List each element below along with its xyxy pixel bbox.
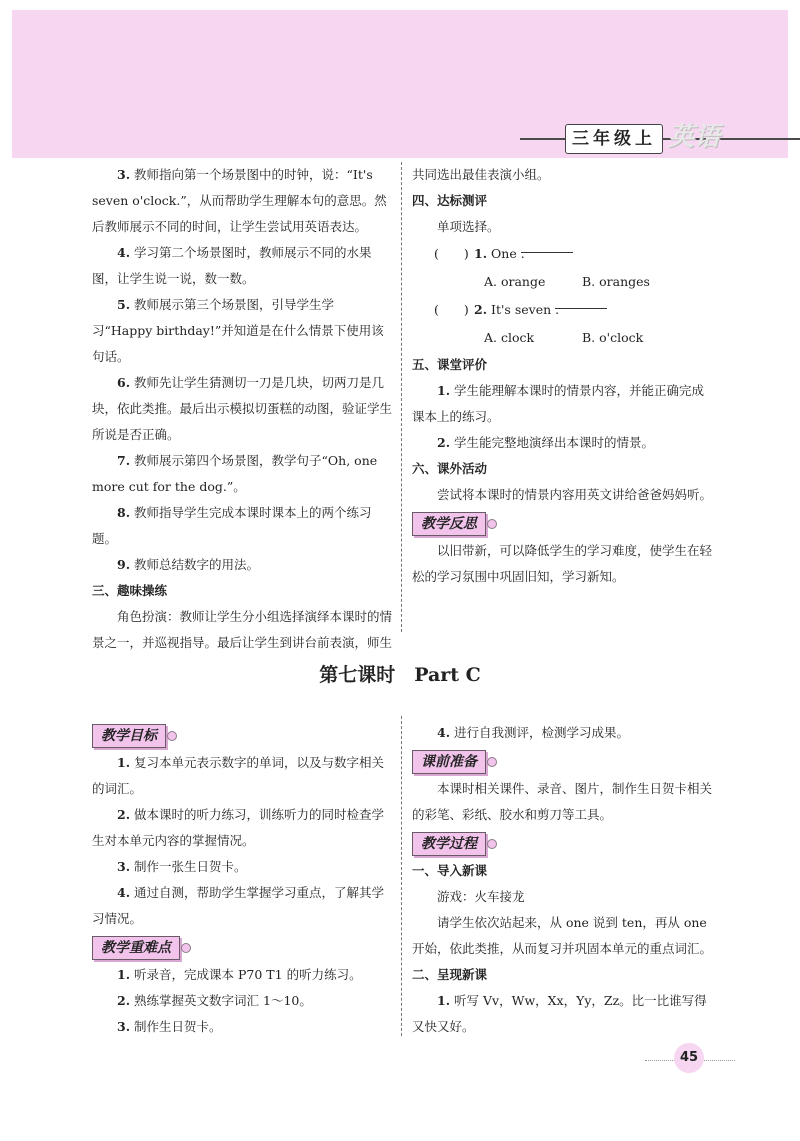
paragraph: 5. 教师展示第三个场景图，引导学生学习“Happy birthday!”并知道是在什么情景下使用该句话。 bbox=[92, 297, 384, 364]
paragraph: 单项选择。 bbox=[437, 219, 500, 234]
paragraph: 4. 通过自测，帮助学生掌握学习重点，了解其学习情况。 bbox=[92, 885, 385, 926]
question-2 bbox=[412, 296, 712, 324]
bottom-right-column bbox=[412, 720, 712, 1040]
question-1 bbox=[412, 240, 712, 268]
top-right-column bbox=[412, 162, 712, 590]
section-heading: 二、呈现新课 bbox=[412, 967, 488, 982]
section-heading: 一、导入新课 bbox=[412, 863, 488, 878]
bottom-left-column bbox=[92, 720, 392, 1040]
question-stem: 2. It's seven . bbox=[474, 296, 559, 324]
section-heading: 三、趣味操练 bbox=[92, 583, 168, 598]
paragraph: 本课时相关课件、录音、图片，制作生日贺卡相关的彩笔、彩纸、胶水和剪刀等工具。 bbox=[412, 781, 713, 822]
paragraph: 1. 学生能理解本课时的情景内容，并能正确完成课本上的练习。 bbox=[412, 383, 705, 424]
reflection-tag: 教学反思 bbox=[412, 512, 486, 536]
paragraph: 3. 制作一张生日贺卡。 bbox=[117, 859, 247, 874]
prep-tag: 课前准备 bbox=[412, 750, 486, 774]
section-heading: 六、课外活动 bbox=[412, 461, 488, 476]
question-2-options bbox=[412, 324, 712, 352]
column-divider-bottom bbox=[401, 716, 402, 1036]
answer-blank bbox=[521, 240, 573, 253]
lesson-title: 第七课时 Part C bbox=[319, 664, 481, 686]
option-b: B. o'clock bbox=[582, 330, 644, 345]
paragraph: 9. 教师总结数字的用法。 bbox=[117, 557, 260, 572]
subject-logo: 英语 bbox=[668, 122, 721, 152]
paragraph: 1. 听录音，完成课本 P70 T1 的听力练习。 bbox=[117, 967, 362, 982]
goals-tag: 教学目标 bbox=[92, 724, 166, 748]
question-stem: 1. One . bbox=[474, 240, 525, 268]
paragraph: 尝试将本课时的情景内容用英文讲给爸爸妈妈听。 bbox=[437, 487, 713, 502]
answer-bracket: ( ) bbox=[434, 246, 469, 261]
paragraph: 8. 教师指导学生完成本课时课本上的两个练习题。 bbox=[92, 505, 372, 546]
paragraph: 以旧带新，可以降低学生的学习难度，使学生在轻松的学习氛围中巩固旧知，学习新知。 bbox=[412, 543, 713, 584]
paragraph: 4. 进行自我测评，检测学习成果。 bbox=[437, 725, 630, 740]
paragraph: 3. 制作生日贺卡。 bbox=[117, 1019, 222, 1034]
paragraph: 2. 做本课时的听力练习，训练听力的同时检查学生对本单元内容的掌握情况。 bbox=[92, 807, 385, 848]
paragraph: 3. 教师指向第一个场景图中的时钟，说：“It's seven o'clock.”，从而帮助学生理解本句的意思。然后教师展示不同的时间，让学生尝试用英语表达。 bbox=[92, 167, 387, 234]
section-heading: 四、达标测评 bbox=[412, 193, 488, 208]
page-number: 45 bbox=[674, 1043, 704, 1073]
paragraph: 游戏：火车接龙 bbox=[437, 889, 525, 904]
paragraph: 4. 学习第二个场景图时，教师展示不同的水果图，让学生说一说，数一数。 bbox=[92, 245, 372, 286]
question-1-options bbox=[412, 268, 712, 296]
process-tag: 教学过程 bbox=[412, 832, 486, 856]
top-left-column bbox=[92, 162, 392, 656]
paragraph: 2. 熟练掌握英文数字词汇 1～10。 bbox=[117, 993, 312, 1008]
paragraph: 6. 教师先让学生猜测切一刀是几块，切两刀是几块，依此类推。最后出示模拟切蛋糕的动图，验证学生所说是否正确。 bbox=[92, 375, 393, 442]
option-b: B. oranges bbox=[582, 274, 650, 289]
paragraph: 共同选出最佳表演小组。 bbox=[412, 167, 550, 182]
paragraph: 角色扮演：教师让学生分小组选择演绎本课时的情景之一，并巡视指导。最后让学生到讲台前表演，师生 bbox=[92, 609, 393, 650]
answer-blank bbox=[555, 296, 607, 309]
column-divider-top bbox=[401, 162, 402, 632]
option-a: A. orange bbox=[484, 274, 546, 289]
paragraph: 1. 复习本单元表示数字的单词，以及与数字相关的词汇。 bbox=[92, 755, 385, 796]
paragraph: 2. 学生能完整地演绎出本课时的情景。 bbox=[437, 435, 655, 450]
paragraph: 请学生依次站起来，从 one 说到 ten，再从 one 开始，依此类推，从而复习并巩固本单元的重点词汇。 bbox=[412, 915, 713, 956]
paragraph: 1. 听写 Vv，Ww，Xx，Yy，Zz。比一比谁写得又快又好。 bbox=[412, 993, 707, 1034]
section-heading: 五、课堂评价 bbox=[412, 357, 488, 372]
paragraph: 7. 教师展示第四个场景图，教学句子“Oh, one more cut for the dog.”。 bbox=[92, 453, 378, 494]
option-a: A. clock bbox=[484, 330, 535, 345]
keypoints-tag: 教学重难点 bbox=[92, 936, 180, 960]
grade-label: 三年级上 bbox=[565, 124, 663, 154]
answer-bracket: ( ) bbox=[434, 302, 469, 317]
